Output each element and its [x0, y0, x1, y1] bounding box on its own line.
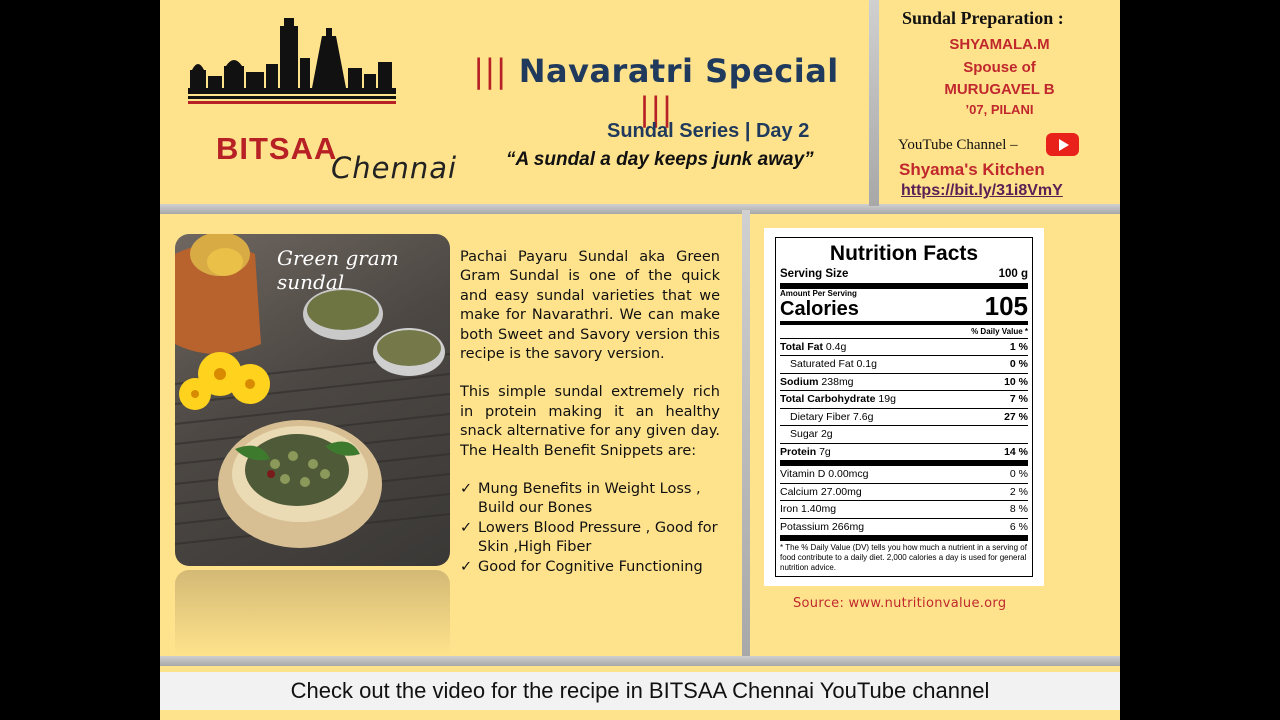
nutrient-amount: 0.4g [825, 340, 847, 353]
title-pipes-right: ||| [639, 90, 673, 128]
youtube-icon[interactable] [1046, 133, 1079, 156]
slide [160, 0, 1120, 720]
youtube-label: YouTube Channel – [898, 137, 1018, 153]
logo-text-city: Chennai [331, 151, 458, 185]
divider-header-right [869, 0, 879, 206]
nutrient-dv: 10 % [1004, 375, 1028, 388]
preparer-batch: ’07, PILANI [965, 102, 1034, 117]
serving-size-label: Serving Size [780, 268, 849, 280]
benefit-item: ✓ Good for Cognitive Functioning [460, 558, 720, 577]
vitamin-label: Potassium 266mg [780, 520, 865, 533]
nutrient-label: Sodium [780, 375, 819, 388]
vitamin-dv: 8 % [1009, 503, 1028, 515]
nutrient-dv: 0 % [1009, 358, 1028, 370]
nutrient-label: Protein [780, 445, 817, 458]
benefit-list [460, 480, 720, 577]
vitamin-label: Iron 1.40mg [780, 503, 837, 515]
nutrition-footnote: * The % Daily Value (DV) tells you how much a nutrient in a serving of food contribute to a daily diet. 2,000 calories a day is used for general nutrition advice. [780, 543, 1027, 572]
tagline: “A sundal a day keeps junk away” [506, 149, 814, 170]
channel-link[interactable]: https://bit.ly/31i8VmY [901, 182, 1063, 199]
nutrient-row-saturated-fat [780, 356, 1028, 374]
logo-text-bitsaa: BITSAA [216, 131, 338, 166]
divider-middle [742, 210, 750, 660]
nutrient-label: Saturated Fat [790, 358, 854, 370]
serving-size-value: 100 g [998, 268, 1028, 280]
photo-reflection [175, 570, 450, 656]
divider-top [160, 204, 1120, 214]
nutrition-facts-label [775, 237, 1033, 577]
nutrient-label: Dietary Fiber [790, 410, 851, 423]
vitamin-row [780, 501, 1028, 519]
vitamin-dv: 0 % [1009, 468, 1028, 480]
nutrient-dv: 1 % [1009, 340, 1028, 353]
benefit-item: ✓ Mung Benefits in Weight Loss , Build our Bones [460, 480, 720, 519]
description-paragraph-1: Pachai Payaru Sundal aka Green Gram Sundal is one of the quick and easy sundal varieties that we make for Navarathri. We can make both Sweet and Savory version this recipe is the savory version. [460, 249, 720, 363]
page-title [456, 52, 856, 128]
nutrient-row-sugar [780, 426, 1028, 444]
nutrition-title: Nutrition Facts [829, 242, 979, 265]
preparation-heading: Sundal Preparation : [902, 8, 1064, 28]
calories-value: 105 [984, 290, 1028, 321]
divider-bottom [160, 656, 1120, 666]
vitamin-row [780, 466, 1028, 484]
serving-size-row [780, 266, 1028, 289]
series-subtitle: Sundal Series | Day 2 [607, 120, 810, 142]
bitsaa-logo [186, 18, 466, 185]
nutrient-dv: 27 % [1004, 410, 1028, 423]
channel-name: Shyama's Kitchen [899, 160, 1045, 179]
nutrient-label: Total Fat [780, 340, 823, 353]
vitamin-dv: 2 % [1009, 485, 1028, 498]
preparer-relation: Spouse of [963, 59, 1036, 76]
vitamin-dv: 6 % [1009, 520, 1028, 533]
calories-row [780, 289, 1028, 325]
sundal-photo [175, 234, 450, 566]
nutrition-facts-panel [764, 228, 1044, 586]
nutrient-row-total-carbohydrate [780, 391, 1028, 409]
nutrient-amount: 2g [820, 428, 833, 440]
nutrient-amount: 238mg [821, 375, 854, 388]
nutrient-dv: 7 % [1009, 393, 1028, 405]
vitamin-label: Calcium 27.00mg [780, 485, 862, 498]
photo-caption: Green gram sundal [277, 246, 399, 294]
nutrient-row-dietary-fiber [780, 409, 1028, 427]
nutrient-label: Total Carbohydrate [780, 393, 876, 405]
nutrient-row-sodium [780, 374, 1028, 392]
description [460, 248, 720, 577]
title-pipes-left: ||| [473, 52, 508, 90]
calories-label: Calories [780, 297, 859, 320]
vitamin-row [780, 519, 1028, 542]
vitamin-row [780, 484, 1028, 502]
nutrient-label: Sugar [790, 428, 819, 440]
preparer-name: SHYAMALA.M [949, 36, 1050, 53]
nutrient-amount: 7.6g [853, 410, 874, 423]
nutrient-amount: 0.1g [856, 358, 877, 370]
vitamin-label: Vitamin D 0.00mcg [780, 468, 869, 480]
footer-banner: Check out the video for the recipe in BITSAA Chennai YouTube channel [160, 672, 1120, 710]
nutrient-row-total-fat [780, 339, 1028, 357]
nutrient-amount: 19g [878, 393, 896, 405]
title-text: Navaratri Special [518, 52, 839, 90]
benefit-item: ✓ Lowers Blood Pressure , Good for Skin ,High Fiber [460, 519, 720, 558]
nutrient-amount: 7g [819, 445, 831, 458]
amount-per-serving-label: Amount Per Serving [780, 288, 857, 298]
preparer-spouse: MURUGAVEL B [944, 81, 1055, 98]
skyline-icon [186, 18, 466, 128]
nutrition-source: Source: www.nutritionvalue.org [793, 596, 1007, 611]
daily-value-header: % Daily Value * [780, 325, 1028, 339]
nutrient-row-protein [780, 444, 1028, 467]
nutrient-dv: 14 % [1004, 445, 1028, 458]
description-paragraph-2: This simple sundal extremely rich in protein making it an healthy snack alternative for any given day. The Health Benefit Snippets are: [460, 384, 720, 459]
